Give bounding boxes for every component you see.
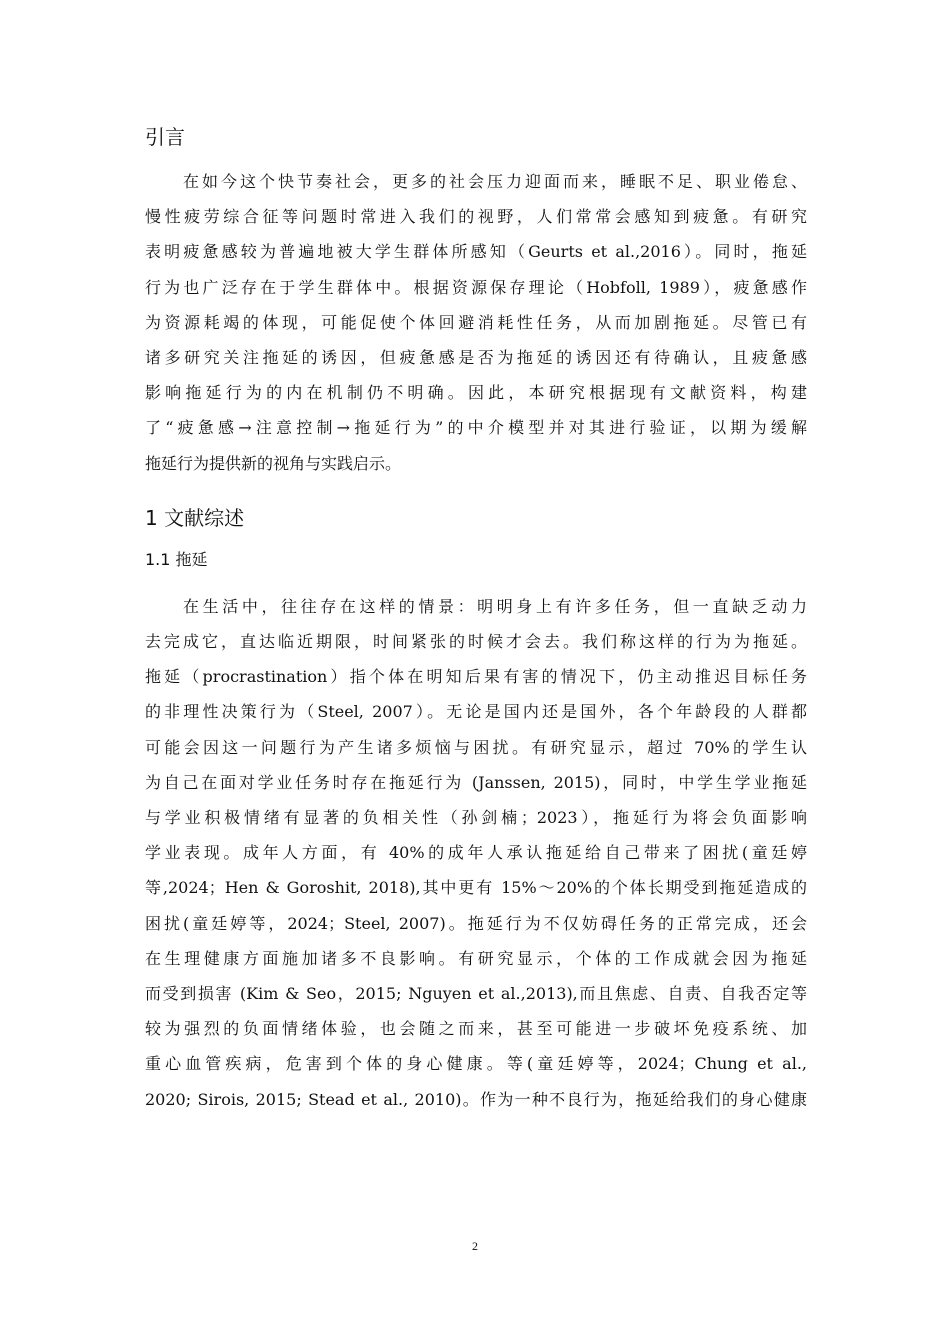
intro-line: 拖延行为提供新的视角与实践启示。 [145, 453, 402, 473]
body-line: 等,2024；Hen & Goroshit, 2018),其中更有 15%～20%的个体长期受到拖延造成的 [145, 878, 807, 898]
body-line: 2020; Sirois, 2015; Stead et al., 2010)。作为一种不良行为，拖延给我们的身心健康 [145, 1089, 807, 1109]
intro-line: 影响拖延行为的内在机制仍不明确。因此，本研究根据现有文献资料，构建 [145, 383, 807, 403]
body-line: 去完成它，直达临近期限，时间紧张的时候才会去。我们称这样的行为为拖延。 [145, 632, 807, 652]
body-line: 在生理健康方面施加诸多不良影响。有研究显示，个体的工作成就会因为拖延 [145, 948, 807, 968]
intro-line: 了“疲惫感→注意控制→拖延行为”的中介模型并对其进行验证，以期为缓解 [145, 418, 807, 438]
body-line: 与学业积极情绪有显著的负相关性（孙剑楠；2023），拖延行为将会负面影响 [145, 808, 807, 828]
body-line: 重心血管疾病，危害到个体的身心健康。等(童廷婷等，2024；Chung et al., [145, 1054, 807, 1074]
intro-line: 慢性疲劳综合征等问题时常进入我们的视野，人们常常会感知到疲惫。有研究 [145, 207, 807, 227]
body-line: 困扰(童廷婷等，2024；Steel, 2007)。拖延行为不仅妨碍任务的正常完成，还会 [145, 913, 807, 933]
body-line: 为自己在面对学业任务时存在拖延行为 (Janssen, 2015)，同时，中学生学业拖延 [145, 772, 807, 792]
intro-line: 表明疲惫感较为普遍地被大学生群体所感知（Geurts et al.,2016）。同时，拖延 [145, 242, 807, 262]
body-line: 在生活中，往往存在这样的情景：明明身上有许多任务，但一直缺乏动力 [183, 596, 807, 616]
page-number: 2 [472, 1239, 478, 1253]
body-line: 而受到损害 (Kim & Seo，2015; Nguyen et al.,2013),而且焦虑、自责、自我否定等 [145, 984, 807, 1004]
intro-line: 诸多研究关注拖延的诱因，但疲惫感是否为拖延的诱因还有待确认，且疲惫感 [145, 348, 807, 368]
body-line: 的非理性决策行为（Steel, 2007）。无论是国内还是国外，各个年龄段的人群都 [145, 702, 807, 722]
intro-line: 在如今这个快节奏社会，更多的社会压力迎面而来，睡眠不足、职业倦怠、 [183, 172, 807, 191]
body-line: 较为强烈的负面情绪体验，也会随之而来，甚至可能进一步破坏免疫系统、加 [145, 1019, 807, 1039]
body-line: 可能会因这一问题行为产生诸多烦恼与困扰。有研究显示，超过 70%的学生认 [145, 737, 807, 757]
intro-heading: 引言 [145, 125, 185, 149]
procrastination-paragraph [145, 589, 807, 1117]
subsection-heading-procrastination: 1.1 拖延 [145, 549, 208, 569]
intro-line: 为资源耗竭的体现，可能促使个体回避消耗性任务，从而加剧拖延。尽管已有 [145, 312, 807, 332]
page-content [145, 122, 807, 1117]
body-line: 拖延（procrastination）指个体在明知后果有害的情况下，仍主动推迟目标任务 [145, 667, 807, 687]
body-line: 学业表现。成年人方面，有 40%的成年人承认拖延给自己带来了困扰(童廷婷 [145, 843, 807, 863]
section-heading-literature-review: 1 文献综述 [145, 505, 245, 530]
intro-line: 行为也广泛存在于学生群体中。根据资源保存理论（Hobfoll, 1989），疲惫感作 [145, 277, 807, 297]
intro-paragraph [145, 164, 807, 481]
